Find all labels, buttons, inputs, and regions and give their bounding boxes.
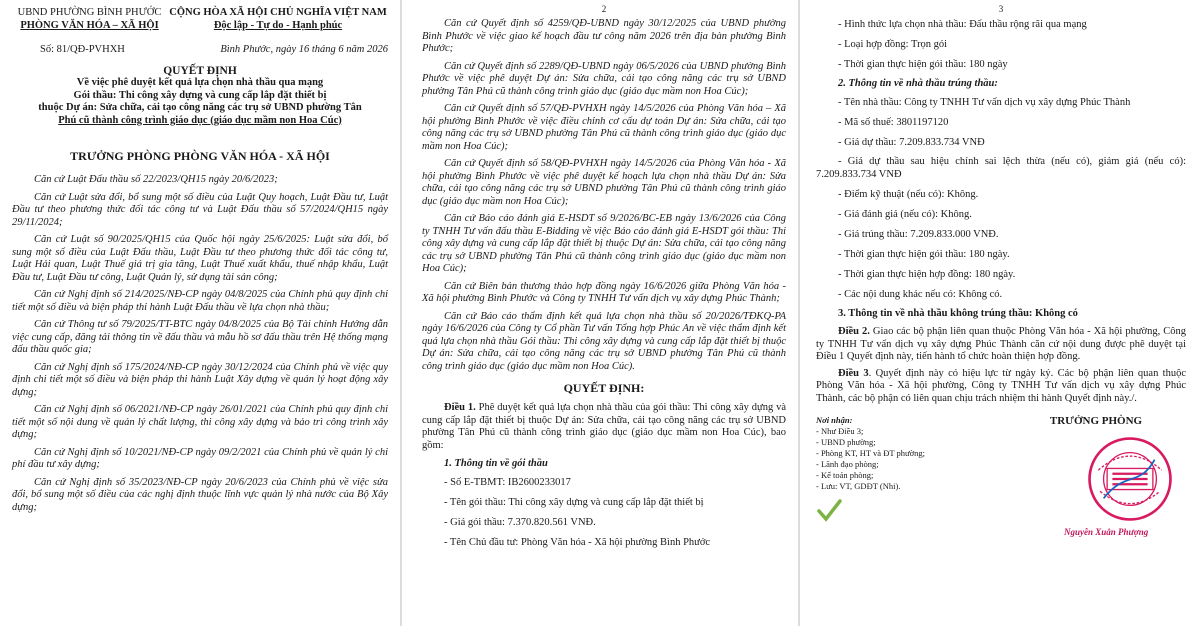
info-item: - Mã số thuế: 3801197120 (838, 117, 949, 128)
legal-basis: Căn cứ Luật số 90/2025/QH15 của Quốc hội ngày 25/6/2025: Luật sửa đổi, bổ sung một số điều của Luật Đấu thầu, Luật Đầu tư theo phương thức đối tác công tư, Luật Hải quan, Luật Thuế giá trị gia tăng, Luật Thuế xuất khẩu, thuế nhập khẩu, Luật Đầu tư, Luật Đầu tư công, Luật Quản lý, sử dụng tài sản công; (12, 234, 388, 283)
document-number: Số: 81/QĐ-PVHXH (40, 44, 125, 55)
info-item: - Giá gói thầu: 7.370.820.561 VNĐ. (444, 517, 596, 528)
legal-basis: Căn cứ Nghị định số 06/2021/NĐ-CP ngày 26/01/2021 của Chính phủ quy định chi tiết một số nội dung về quản lý chất lượng, thi công xây dựng và bảo trì công trình xây dựng; (12, 404, 388, 440)
info-item: - Loại hợp đồng: Trọn gói (838, 39, 948, 50)
legal-basis: Căn cứ Báo cáo thẩm định kết quả lựa chọn nhà thầu số 20/2026/TĐKQ-PA ngày 16/6/2026 của Công ty Cổ phần Tư vấn Tổng hợp Phúc An về việc thẩm định kết quả lựa chọn nhà thầu Gói thầu: Thi công xây dựng và cung cấp lắp đặt thiết bị thuộc Dự án: Sửa chữa, cải tạo công năng các trụ sở UBND phường Tân Phú cũ thành công trình giáo dục (giáo dục mầm non Hoa Cúc). (422, 310, 786, 372)
signature-area (816, 415, 1186, 537)
info-item: - Thời gian thực hiện gói thầu: 180 ngày. (838, 249, 1010, 260)
section-title: 2. Thông tin về nhà thầu trúng thầu: (838, 78, 998, 89)
authority-heading: TRƯỞNG PHÒNG PHÒNG VĂN HÓA - XÃ HỘI (70, 149, 330, 163)
info-item: - Giá dự thầu sau hiệu chỉnh sai lệch thừa (nếu có), giảm giá (nếu có): 7.209.833.734 VNĐ (816, 156, 1186, 180)
article-text: . Quyết định này có hiệu lực từ ngày ký. Các bộ phận liên quan thuộc Phòng Văn hóa - Xã hội phường, Công ty TNHH Tư vấn dịch vụ xây dựng Phúc Thành, các bộ phận có liên quan chịu trách nhiệm thi hành Quyết định này./. (816, 367, 1187, 404)
legal-basis: Căn cứ Quyết định số 2289/QĐ-UBND ngày 06/5/2026 của UBND phường Bình Phước về việc phê duyệt Dự án: Sửa chữa, cải tạo công năng các trụ sở UBND phường Tân Phú cũ thành công trình giáo dục (giáo dục mầm non Hoa Cúc); (422, 60, 786, 97)
article-text: Giao các bộ phận liên quan thuộc Phòng Văn hóa - Xã hội phường, Công ty TNHH Tư vấn dịch vụ xây dựng Phúc Thành căn cứ nội dung được phê duyệt tại Điều 1 Quyết định này, tiến hành tổ chức hoàn thiện hợp đồng. (816, 326, 1186, 362)
legal-basis: Căn cứ Biên bản thương thảo hợp đồng ngày 16/6/2026 giữa Phòng Văn hóa - Xã hội phường Bình Phước và Công ty TNHH Tư vấn dịch vụ xây dựng Phúc Thành; (422, 280, 786, 304)
info-item: - Tên Chủ đầu tư: Phòng Văn hóa - Xã hội phường Bình Phước (444, 537, 711, 548)
legal-basis: Căn cứ Báo cáo đánh giá E-HSDT số 9/2026/BC-EB ngày 13/6/2026 của Công ty TNHH Tư vấn đấu thầu E-Bidding về việc Báo cáo đánh giá E-HSDT gói thầu: Thi công xây dựng và cung cấp lắp đặt thiết bị thuộc Dự án: Sửa chữa, cải tạo công năng các trụ sở UBND phường Tân Phú cũ thành công trình giáo dục (giáo dục mầm non Hoa Cúc); (422, 213, 786, 274)
info-item: - Thời gian thực hiện hợp đồng: 180 ngày. (838, 269, 1016, 280)
legal-bases (422, 18, 786, 373)
subject-line: Gói thầu: Thi công xây dựng và cung cấp lắp đặt thiết bị (73, 89, 327, 101)
subject-line: Về việc phê duyệt kết quả lựa chọn nhà thầu qua mạng (76, 77, 324, 88)
legal-basis: Căn cứ Nghị định số 10/2021/NĐ-CP ngày 09/2/2021 của Chính phủ về quản lý chi phí đầu tư xây dựng; (12, 446, 388, 470)
legal-basis: Căn cứ Quyết định số 57/QĐ-PVHXH ngày 14/5/2026 của Phòng Văn hóa – Xã hội phường Bình Phước về việc điều chỉnh cơ cấu dự toán Dự án: Sửa chữa, cải tạo công năng các trụ sở UBND phường Tân Phú cũ thành công trình giáo dục (giáo dục mầm non Hoa Cúc); (422, 103, 786, 152)
info-item: - Hình thức lựa chọn nhà thầu: Đấu thầu rộng rãi qua mạng (838, 19, 1087, 30)
page-number: 3 (998, 4, 1004, 14)
article-2 (816, 326, 1186, 364)
legal-basis: Căn cứ Quyết định số 58/QĐ-PVHXH ngày 14/5/2026 của Phòng Văn hóa - Xã hội phường Bình Phước về việc phê duyệt kế hoạch lựa chọn nhà thầu Dự án: Sửa chữa, cải tạo công năng các trụ sở UBND phường Tân Phú cũ thành công trình giáo dục (giáo dục mầm non Hoa Cúc); (422, 158, 786, 207)
legal-basis: Căn cứ Nghị định số 214/2025/NĐ-CP ngày 04/8/2025 của Chính phủ quy định chi tiết một số điều và biện pháp thi hành Luật Đấu thầu về lựa chọn nhà thầu; (12, 289, 388, 313)
info-item: - Tên gói thầu: Thi công xây dựng và cung cấp lắp đặt thiết bị (444, 497, 704, 508)
legal-basis: Căn cứ Nghị định số 35/2023/NĐ-CP ngày 20/6/2023 của Chính phủ về việc sửa đổi, bổ sung một số điều của các nghị định thuộc lĩnh vực quản lý nhà nước của Bộ Xây dựng; (12, 476, 388, 513)
section-title: 1. Thông tin về gói thầu (444, 458, 548, 469)
checkmark-icon (816, 498, 842, 524)
national-title: CỘNG HÒA XÃ HỘI CHỦ NGHĨA VIỆT NAM (169, 7, 387, 18)
signer-name: Nguyễn Xuân Phượng (1064, 527, 1149, 537)
subject-line: thuộc Dự án: Sửa chữa, cải tạo công năng các trụ sở UBND phường Tân (38, 102, 362, 113)
legal-basis: Căn cứ Luật sửa đổi, bổ sung một số điều của Luật Quy hoạch, Luật Đầu tư, Luật Đầu tư theo phương thức đối tác công tư và Luật Đấu thầu số 57/2024/QH15 ngày 29/11/2024; (12, 191, 388, 228)
page-number: 2 (601, 4, 607, 14)
info-item: - Số E-TBMT: IB2600233017 (444, 477, 571, 488)
article-text: Phê duyệt kết quả lựa chọn nhà thầu của gói thầu: Thi công xây dựng và cung cấp lắp đặt thiết bị thuộc Dự án: Sửa chữa, cải tạo công năng các trụ sở UBND phường Tân Phú cũ thành công trình giáo dục (giáo dục mầm non Hoa Cúc), bao gồm: (422, 402, 786, 451)
recipients-title: Nơi nhận: (816, 415, 853, 425)
document-page-3 (800, 0, 1200, 626)
document-subject (12, 77, 388, 127)
digital-signature-stamp (816, 498, 1006, 526)
article-label: Điều 3 (838, 367, 869, 379)
signer-role: TRƯỞNG PHÒNG (1049, 415, 1143, 427)
recipients-block (816, 415, 1006, 526)
info-item: - Giá đánh giá (nếu có): Không. (838, 209, 972, 220)
info-item: - Điểm kỹ thuật (nếu có): Không. (838, 189, 979, 200)
legal-basis: Căn cứ Quyết định số 4259/QĐ-UBND ngày 30/12/2025 của UBND phường Bình Phước về việc giao kế hoạch đầu tư công năm 2026 trên địa bàn phường Bình Phước; (422, 18, 786, 54)
info-item: - Giá trúng thầu: 7.209.833.000 VNĐ. (838, 229, 999, 240)
article-3 (816, 368, 1186, 406)
legal-bases (12, 174, 388, 514)
recipient: - Kế toán phòng; (816, 470, 874, 480)
recipient: - Lãnh đạo phòng; (816, 459, 879, 469)
signer-block (1006, 415, 1186, 537)
recipient: - Lưu: VT, GDĐT (Nhi). (816, 481, 901, 491)
official-seal-icon (1086, 435, 1174, 523)
info-item: - Tên nhà thầu: Công ty TNHH Tư vấn dịch vụ xây dựng Phúc Thành (838, 97, 1131, 108)
recipient: - Như Điều 3; (816, 426, 864, 436)
legal-basis: Căn cứ Nghị định số 175/2024/NĐ-CP ngày 30/12/2024 của Chính phủ về việc quy định chi tiết một số điều và biện pháp thi hành Luật Xây dựng về quản lý hoạt động xây dựng; (12, 361, 388, 398)
issuing-office: PHÒNG VĂN HÓA – XÃ HỘI (20, 20, 159, 31)
document-title: QUYẾT ĐỊNH (163, 65, 237, 77)
national-motto: Độc lập - Tự do - Hạnh phúc (213, 20, 343, 31)
article-1 (422, 402, 786, 452)
issuing-authority: UBND PHƯỜNG BÌNH PHƯỚC (17, 7, 162, 18)
info-item: - Các nội dung khác nếu có: Không có. (838, 289, 1003, 300)
recipient: - UBND phường; (816, 437, 876, 447)
article-label: Điều 2. (838, 326, 870, 337)
document-page-2 (402, 0, 798, 626)
section-title: 3. Thông tin về nhà thầu không trúng thầu: Không có (838, 308, 1078, 319)
document-page-1 (0, 0, 400, 626)
info-item: - Giá dự thầu: 7.209.833.734 VNĐ (838, 137, 985, 148)
article-label: Điều 1. (444, 402, 476, 413)
subject-line: Phú cũ thành công trình giáo dục (giáo dục mầm non Hoa Cúc) (58, 114, 342, 126)
document-date: Bình Phước, ngày 16 tháng 6 năm 2026 (220, 44, 388, 55)
document-header (12, 6, 388, 32)
info-item: - Thời gian thực hiện gói thầu: 180 ngày (838, 59, 1008, 70)
legal-basis: Căn cứ Thông tư số 79/2025/TT-BTC ngày 04/8/2025 của Bộ Tài chính Hướng dẫn việc cung cấp, đăng tải thông tin về đấu thầu và mẫu hồ sơ đấu thầu trên Hệ thống mạng đấu thầu quốc gia; (12, 319, 388, 355)
legal-basis: Căn cứ Luật Đấu thầu số 22/2023/QH15 ngày 20/6/2023; (34, 174, 278, 185)
recipient: - Phòng KT, HT và ĐT phường; (816, 448, 925, 458)
decision-heading: QUYẾT ĐỊNH: (563, 381, 645, 395)
